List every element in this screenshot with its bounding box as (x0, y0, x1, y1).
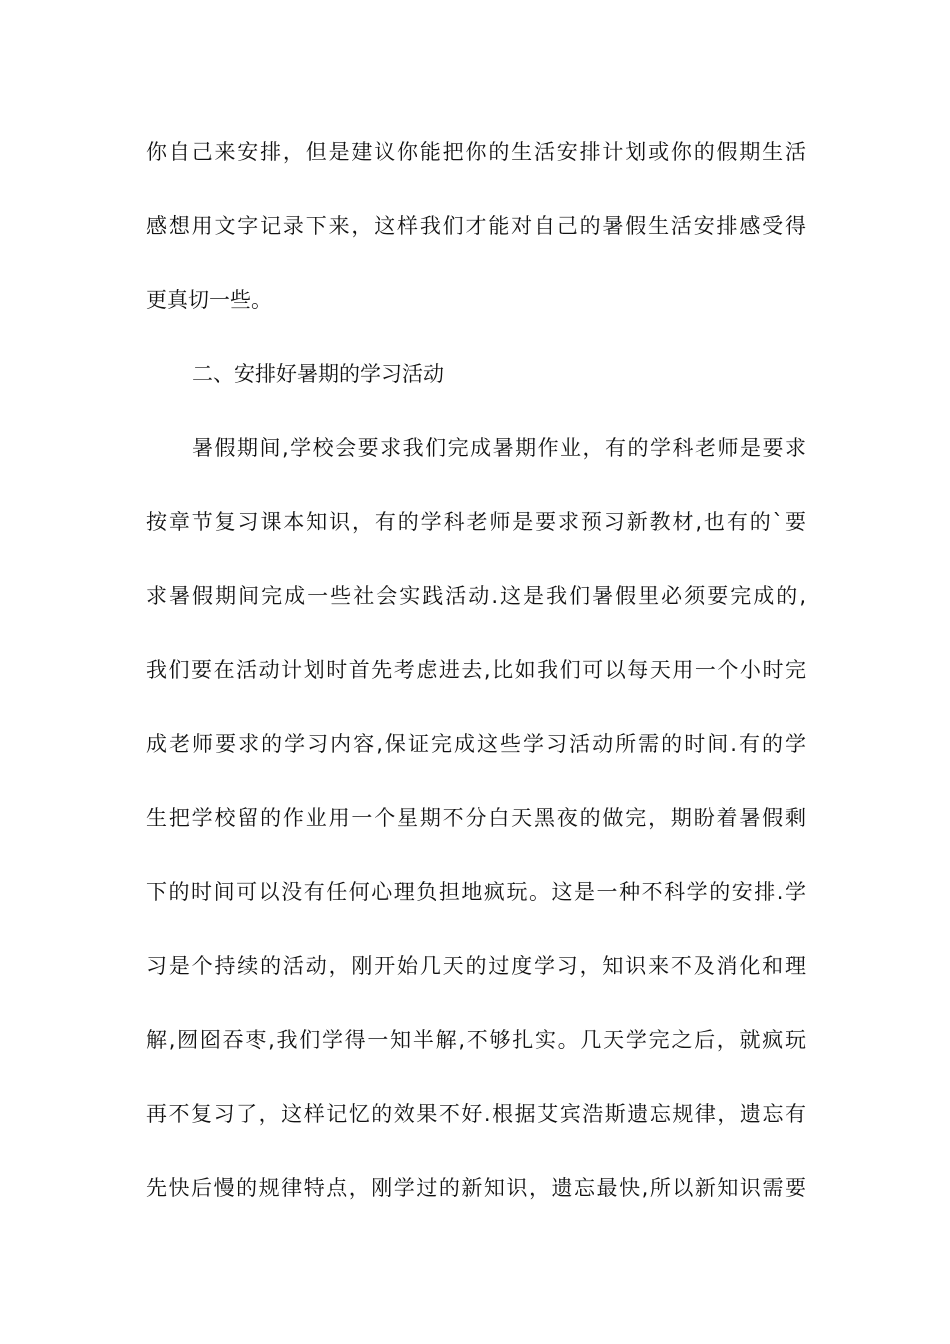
text-line: 先快后慢的规律特点，刚学过的新知识，遗忘最快,所以新知识需要 (146, 1176, 806, 1200)
text-line: 按章节复习课本知识，有的学科老师是要求预习新教材,也有的`要 (146, 510, 806, 534)
text-line: 更真切一些。 (146, 288, 272, 312)
text-line: 求暑假期间完成一些社会实践活动.这是我们暑假里必须要完成的, (146, 584, 806, 608)
text-line: 感想用文字记录下来，这样我们才能对自己的暑假生活安排感受得 (146, 214, 806, 238)
text-line: 解,囫囵吞枣,我们学得一知半解,不够扎实。几天学完之后，就疯玩 (146, 1028, 806, 1052)
text-line: 我们要在活动计划时首先考虑进去,比如我们可以每天用一个小时完 (146, 658, 806, 682)
text-line: 你自己来安排，但是建议你能把你的生活安排计划或你的假期生活 (146, 140, 806, 164)
text-line: 生把学校留的作业用一个星期不分白天黑夜的做完，期盼着暑假剩 (146, 806, 806, 830)
text-line: 成老师要求的学习内容,保证完成这些学习活动所需的时间.有的学 (146, 732, 806, 756)
text-line: 暑假期间,学校会要求我们完成暑期作业，有的学科老师是要求 (192, 436, 806, 460)
text-line: 习是个持续的活动，刚开始几天的过度学习，知识来不及消化和理 (146, 954, 806, 978)
text-line: 再不复习了，这样记忆的效果不好.根据艾宾浩斯遗忘规律，遗忘有 (146, 1102, 806, 1126)
text-line: 下的时间可以没有任何心理负担地疯玩。这是一种不科学的安排.学 (146, 880, 806, 904)
section-heading: 二、安排好暑期的学习活动 (192, 362, 444, 386)
